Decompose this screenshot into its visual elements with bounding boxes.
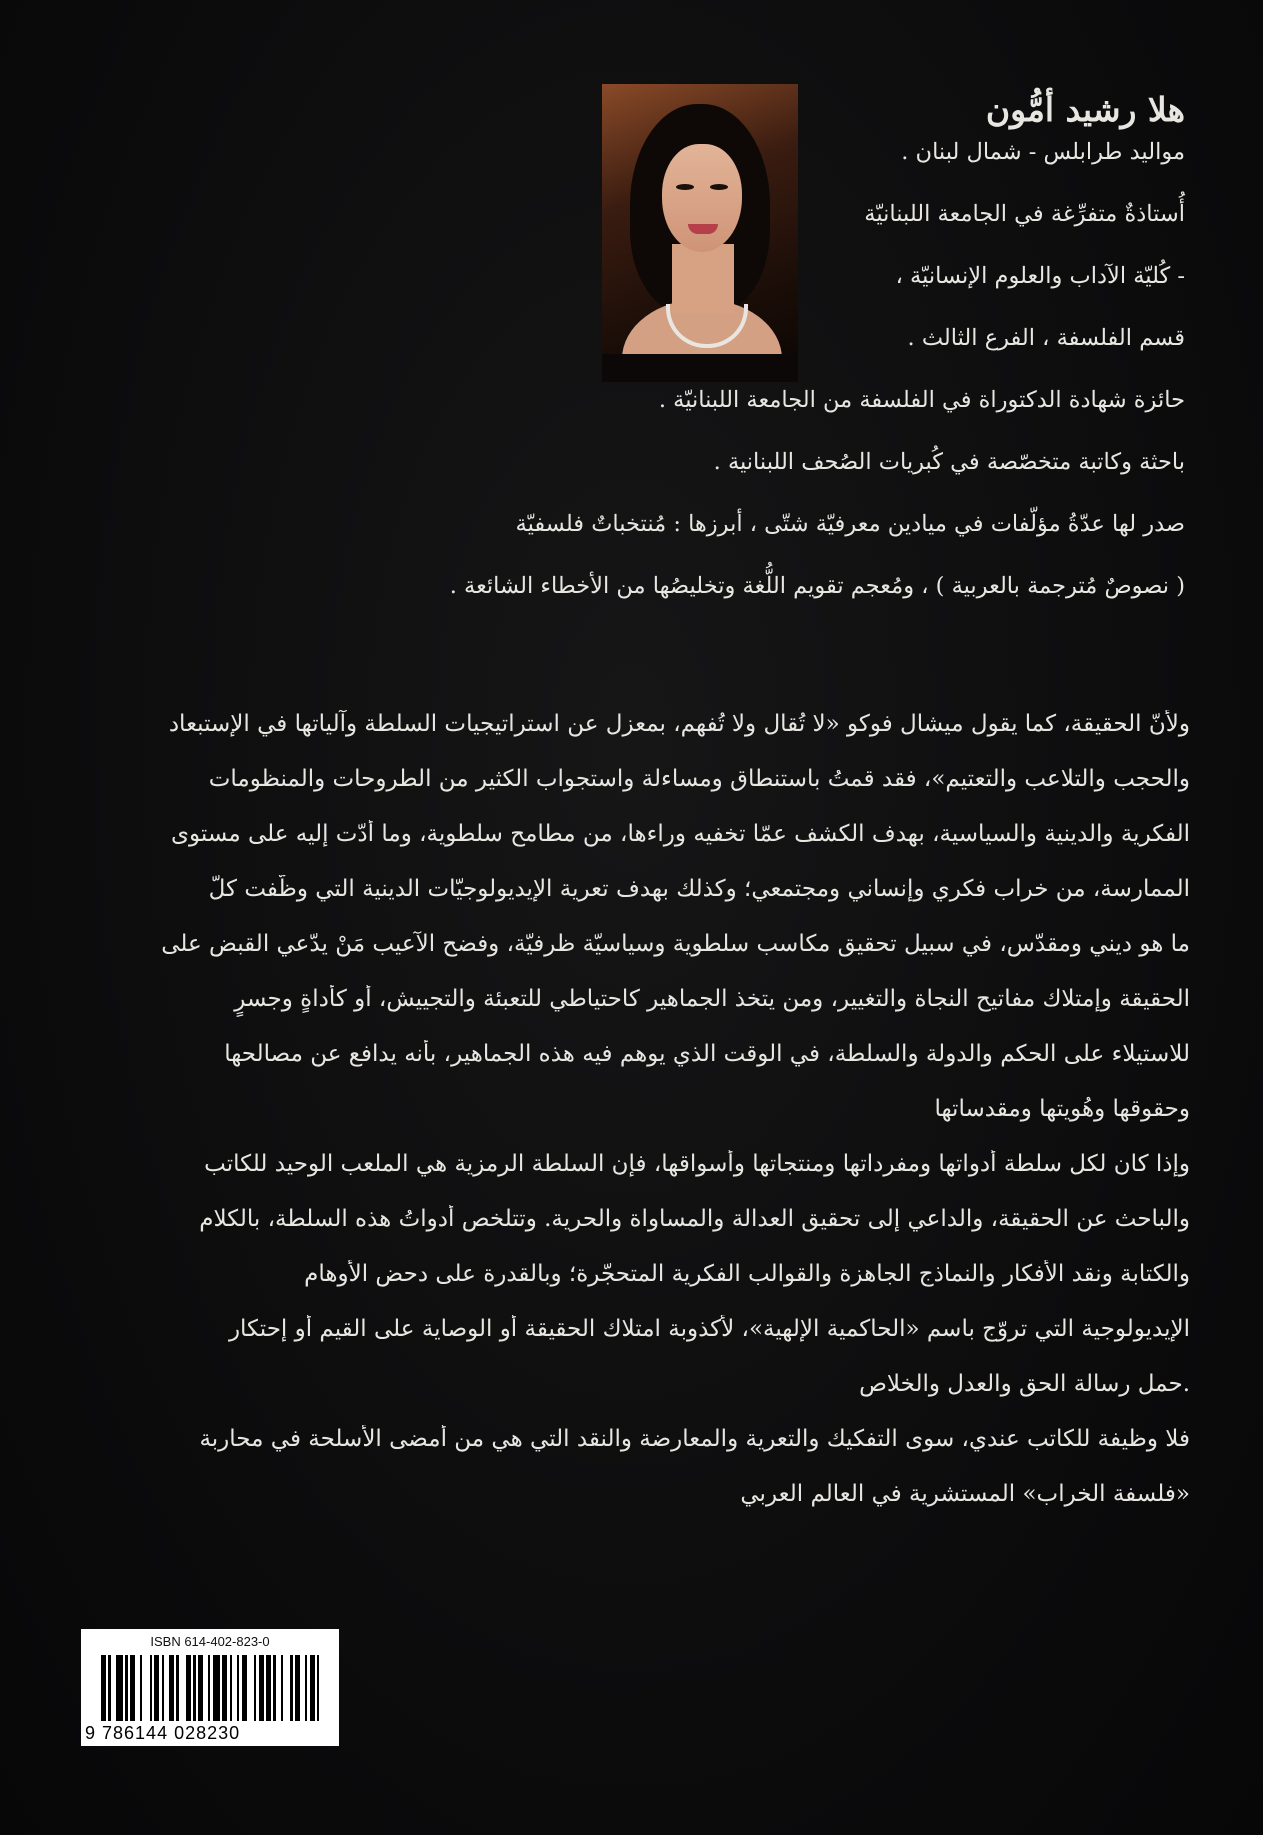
bio-line: - كُليّة الآداب والعلوم الإنسانيّة ، bbox=[895, 263, 1185, 289]
bio-line: صدر لها عدّةُ مؤلّفات في ميادين معرفيّة شتّى ، أبرزها : مُنتخباتٌ فلسفيّة bbox=[515, 511, 1185, 537]
author-name: هلا رشيد أمُّون bbox=[985, 90, 1185, 129]
bio-line: قسم الفلسفة ، الفرع الثالث . bbox=[907, 325, 1185, 351]
text-line: «فلسفة الخراب» المستشرية في العالم العربي bbox=[740, 1481, 1190, 1507]
author-bio bbox=[285, 82, 1185, 634]
barcode-bar bbox=[283, 1655, 290, 1721]
text-line: والباحث عن الحقيقة، والداعي إلى تحقيق العدالة والمساواة والحرية. وتتلخص أدواتُ هذه السلطة، بالكلام bbox=[199, 1206, 1190, 1232]
barcode-bar bbox=[179, 1655, 186, 1721]
paragraph-1 bbox=[82, 710, 1190, 1150]
text-line: والكتابة ونقد الأفكار والنماذج الجاهزة والقوالب الفكرية المتحجّرة؛ وبالقدرة على دحض الأوهام bbox=[304, 1261, 1190, 1287]
bio-line: حائزة شهادة الدكتوراة في الفلسفة من الجامعة اللبنانيّة . bbox=[658, 387, 1185, 413]
barcode-bars bbox=[101, 1655, 327, 1721]
text-line: وحقوقها وهُويتها ومقدساتها bbox=[934, 1096, 1190, 1122]
text-line: للاستيلاء على الحكم والدولة والسلطة، في الوقت الذي يوهم فيه هذه الجماهير، بأنه يدافع عن مصالحها bbox=[224, 1041, 1190, 1067]
bio-line: أُستاذةٌ متفرِّغة في الجامعة اللبنانيّة bbox=[864, 201, 1185, 227]
bio-line: باحثة وكاتبة متخصّصة في كُبريات الصُحف اللبنانية . bbox=[713, 449, 1185, 475]
isbn-label: ISBN 614-402-823-0 bbox=[150, 1634, 270, 1649]
text-line: الإيديولوجية التي تروّج باسم «الحاكمية الإلهية»، لأكذوبة امتلاك الحقيقة أو الوصاية على القيم أو إحتكار bbox=[228, 1316, 1190, 1342]
text-line: الحقيقة وإمتلاك مفاتيح النجاة والتغيير، ومن يتخذ الجماهير كاحتياطي للتعبئة والتجييش، أو كأداةٍ وجسرٍ bbox=[234, 986, 1190, 1012]
barcode-bar bbox=[116, 1655, 123, 1721]
text-line: الممارسة، من خراب فكري وإنساني ومجتمعي؛ وكذلك بهدف تعرية الإيديولوجيّات الدينية التي وظّفت كلّ bbox=[208, 876, 1190, 902]
barcode-bar bbox=[247, 1655, 254, 1721]
text-line: ولأنّ الحقيقة، كما يقول ميشال فوكو «لا تُقال ولا تُفهم، بمعزل عن استراتيجيات السلطة وآلياتها في الإستبعاد bbox=[168, 711, 1190, 737]
barcode-bar bbox=[142, 1655, 149, 1721]
text-line: والحجب والتلاعب والتعتيم»، فقد قمتُ باستنطاق ومساءلة واستجواب الكثير من الطروحات والمنظومات bbox=[208, 766, 1190, 792]
blurb-text bbox=[82, 710, 1190, 1535]
bio-line: ( نصوصٌ مُترجمة بالعربية ) ، ومُعجم تقويم اللُّغة وتخليصُها من الأخطاء الشائعة . bbox=[449, 573, 1185, 599]
barcode-bar bbox=[213, 1655, 220, 1721]
barcode-digits: 9 786144 028230 bbox=[85, 1723, 241, 1743]
text-line: .حمل رسالة الحق والعدل والخلاص bbox=[859, 1371, 1190, 1397]
text-line: فلا وظيفة للكاتب عندي، سوى التفكيك والتعرية والمعارضة والنقد التي هي من أمضى الأسلحة في محاربة bbox=[199, 1426, 1190, 1452]
paragraph-2 bbox=[82, 1150, 1190, 1425]
paragraph-3 bbox=[82, 1425, 1190, 1535]
bio-line: مواليد طرابلس - شمال لبنان . bbox=[901, 139, 1185, 165]
barcode-bar bbox=[319, 1655, 326, 1721]
isbn-barcode bbox=[81, 1629, 339, 1746]
text-line: وإذا كان لكل سلطة أدواتها ومفرداتها ومنتجاتها وأسواقها، فإن السلطة الرمزية هي الملعب الوحيد للكاتب bbox=[204, 1151, 1190, 1177]
text-line: الفكرية والدينية والسياسية، بهدف الكشف عمّا تخفيه وراءها، من مطامح سلطوية، وما أدّت إليه على مستوى bbox=[171, 821, 1190, 847]
text-line: ما هو ديني ومقدّس، في سبيل تحقيق مكاسب سلطوية وسياسيّة ظرفيّة، وفضح الآعيب مَنْ يدّعي القبض على bbox=[161, 931, 1190, 957]
